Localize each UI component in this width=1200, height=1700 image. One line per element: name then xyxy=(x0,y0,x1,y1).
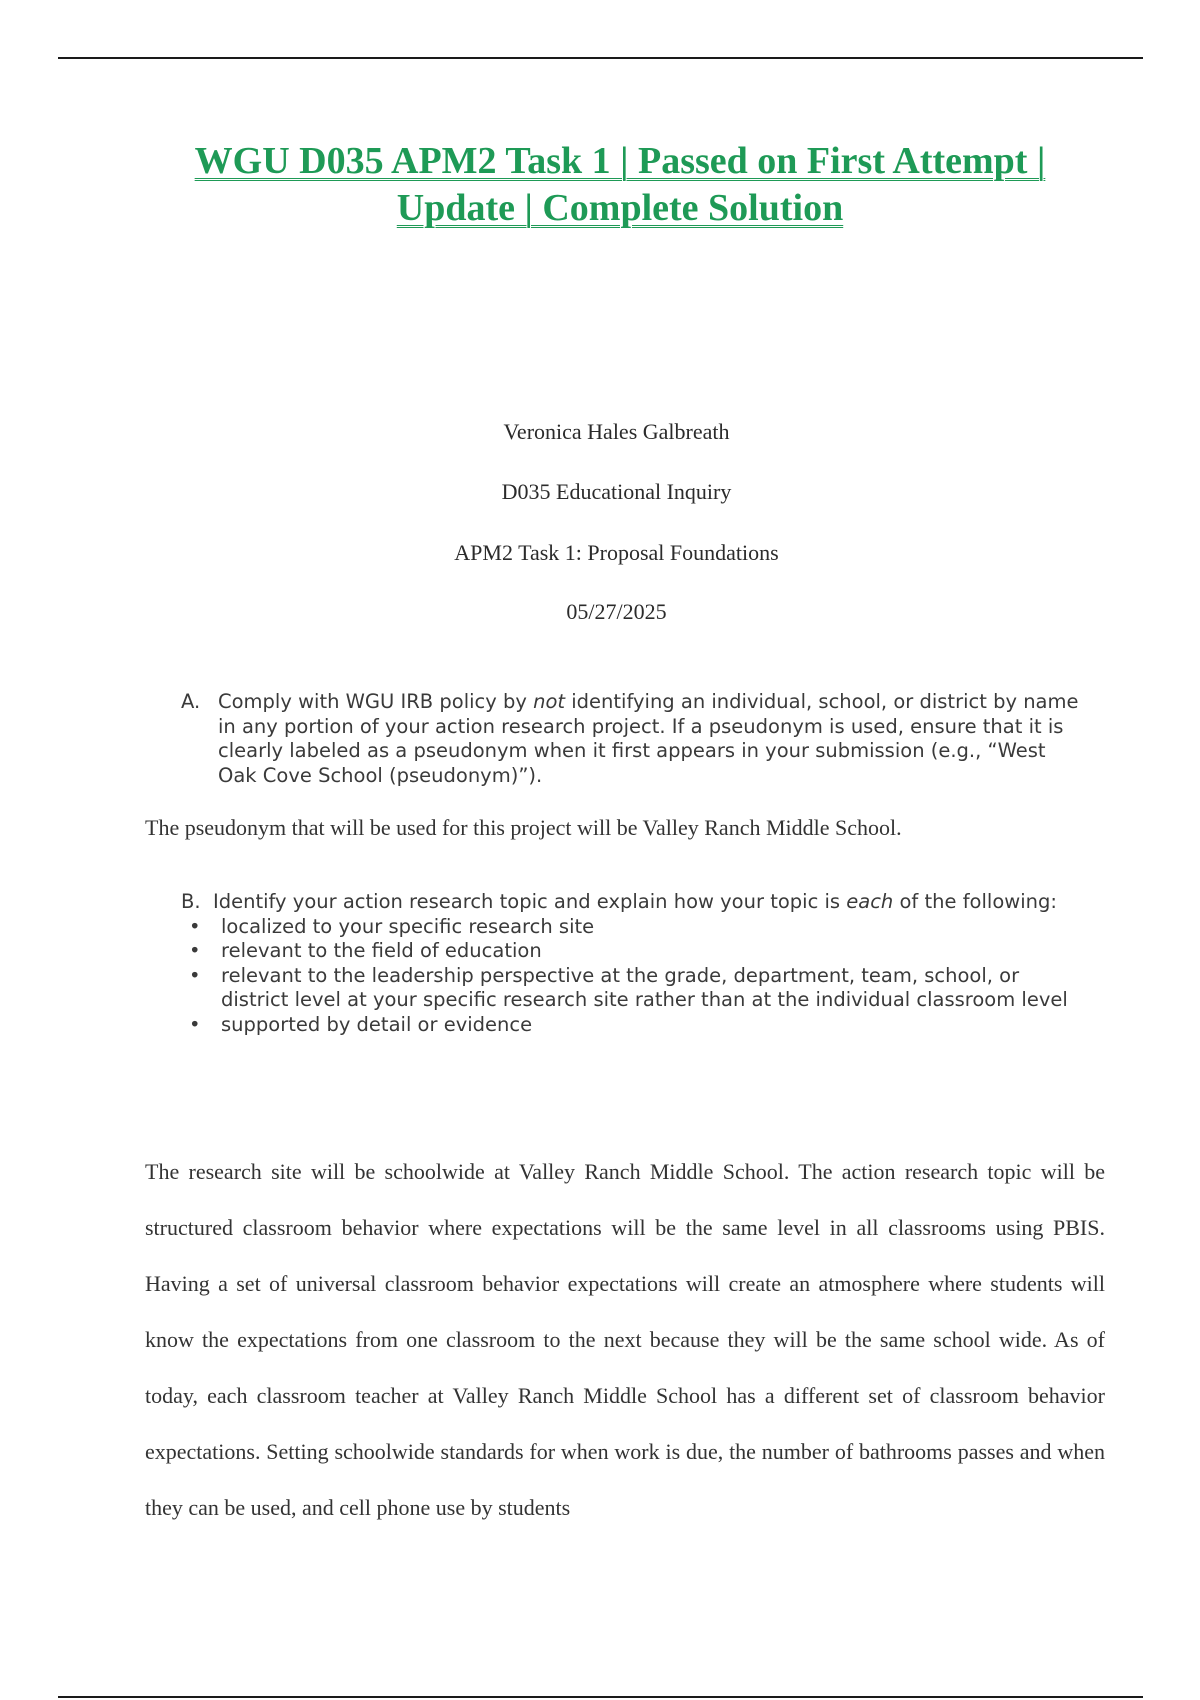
section-a-prompt xyxy=(181,690,1086,788)
bullet-text: supported by detail or evidence xyxy=(221,1012,533,1036)
section-a-marker: A. xyxy=(181,690,201,713)
bullet-item xyxy=(189,1013,1086,1038)
section-b-response: The research site will be schoolwide at Valley Ranch Middle School. The action research topic will be structured classroom behavior where expectations will be the same level in all classrooms using PBIS. Having a set of universal classroom behavior expectations will create an atmosphere where students will know the expectations from one classroom to the next because they will be the same school wide. As of today, each classroom teacher at Valley Ranch Middle School has a different set of classroom behavior expectations. Setting schoolwide standards for when work is due, the number of bathrooms passes and when they can be used, and cell phone use by students xyxy=(145,1159,1105,1520)
bullet-text: localized to your specific research site xyxy=(221,914,595,938)
bullet-item xyxy=(189,939,1086,964)
top-rule xyxy=(58,57,1143,59)
document-title xyxy=(140,138,1100,232)
section-b-prompt-text xyxy=(181,890,1086,915)
section-b-prompt-emphasis: each xyxy=(846,890,894,913)
bullet-dot: • xyxy=(189,939,201,962)
section-b-marker: B. xyxy=(181,890,201,913)
section-b-prompt-after: of the following: xyxy=(893,890,1057,913)
section-a-prompt-after: identifying an individual, school, or district by name in any portion of your action research project. If a pseudonym is used, ensure that it is clearly labeled as a pseudonym when it first appears in your submission (e.g., “West Oak Cove School (pseudonym)”). xyxy=(218,690,1079,787)
submission-date: 05/27/2025 xyxy=(566,599,667,624)
section-a-response: The pseudonym that will be used for this project will be Valley Ranch Middle School. xyxy=(145,815,902,840)
course-name: D035 Educational Inquiry xyxy=(501,479,732,504)
author-name: Veronica Hales Galbreath xyxy=(503,419,730,444)
section-a-prompt-emphasis: not xyxy=(533,690,566,713)
section-a-prompt-text xyxy=(181,690,1086,788)
bullet-item xyxy=(189,915,1086,940)
bullet-dot: • xyxy=(189,914,201,938)
section-b-prompt xyxy=(181,890,1086,1037)
assignment-name: APM2 Task 1: Proposal Foundations xyxy=(454,540,779,565)
title-line-1: WGU D035 APM2 Task 1 | Passed on First Attempt | xyxy=(194,140,1046,182)
section-b-prompt-before: Identify your action research topic and explain how your topic is xyxy=(212,890,847,913)
section-b-bullet-list xyxy=(181,915,1086,1038)
bullet-item xyxy=(189,964,1086,1013)
bottom-rule xyxy=(58,1696,1143,1698)
section-a-prompt-before: Comply with WGU IRB policy by xyxy=(218,690,534,713)
bullet-dot: • xyxy=(189,963,201,987)
bullet-text: relevant to the field of education xyxy=(221,939,542,962)
bullet-dot: • xyxy=(189,1012,201,1036)
title-line-2: Update | Complete Solution xyxy=(396,187,844,229)
bullet-text: relevant to the leadership perspective at the grade, department, team, school, or district level at your specific research site rather than at the individual classroom level xyxy=(221,963,1068,1011)
